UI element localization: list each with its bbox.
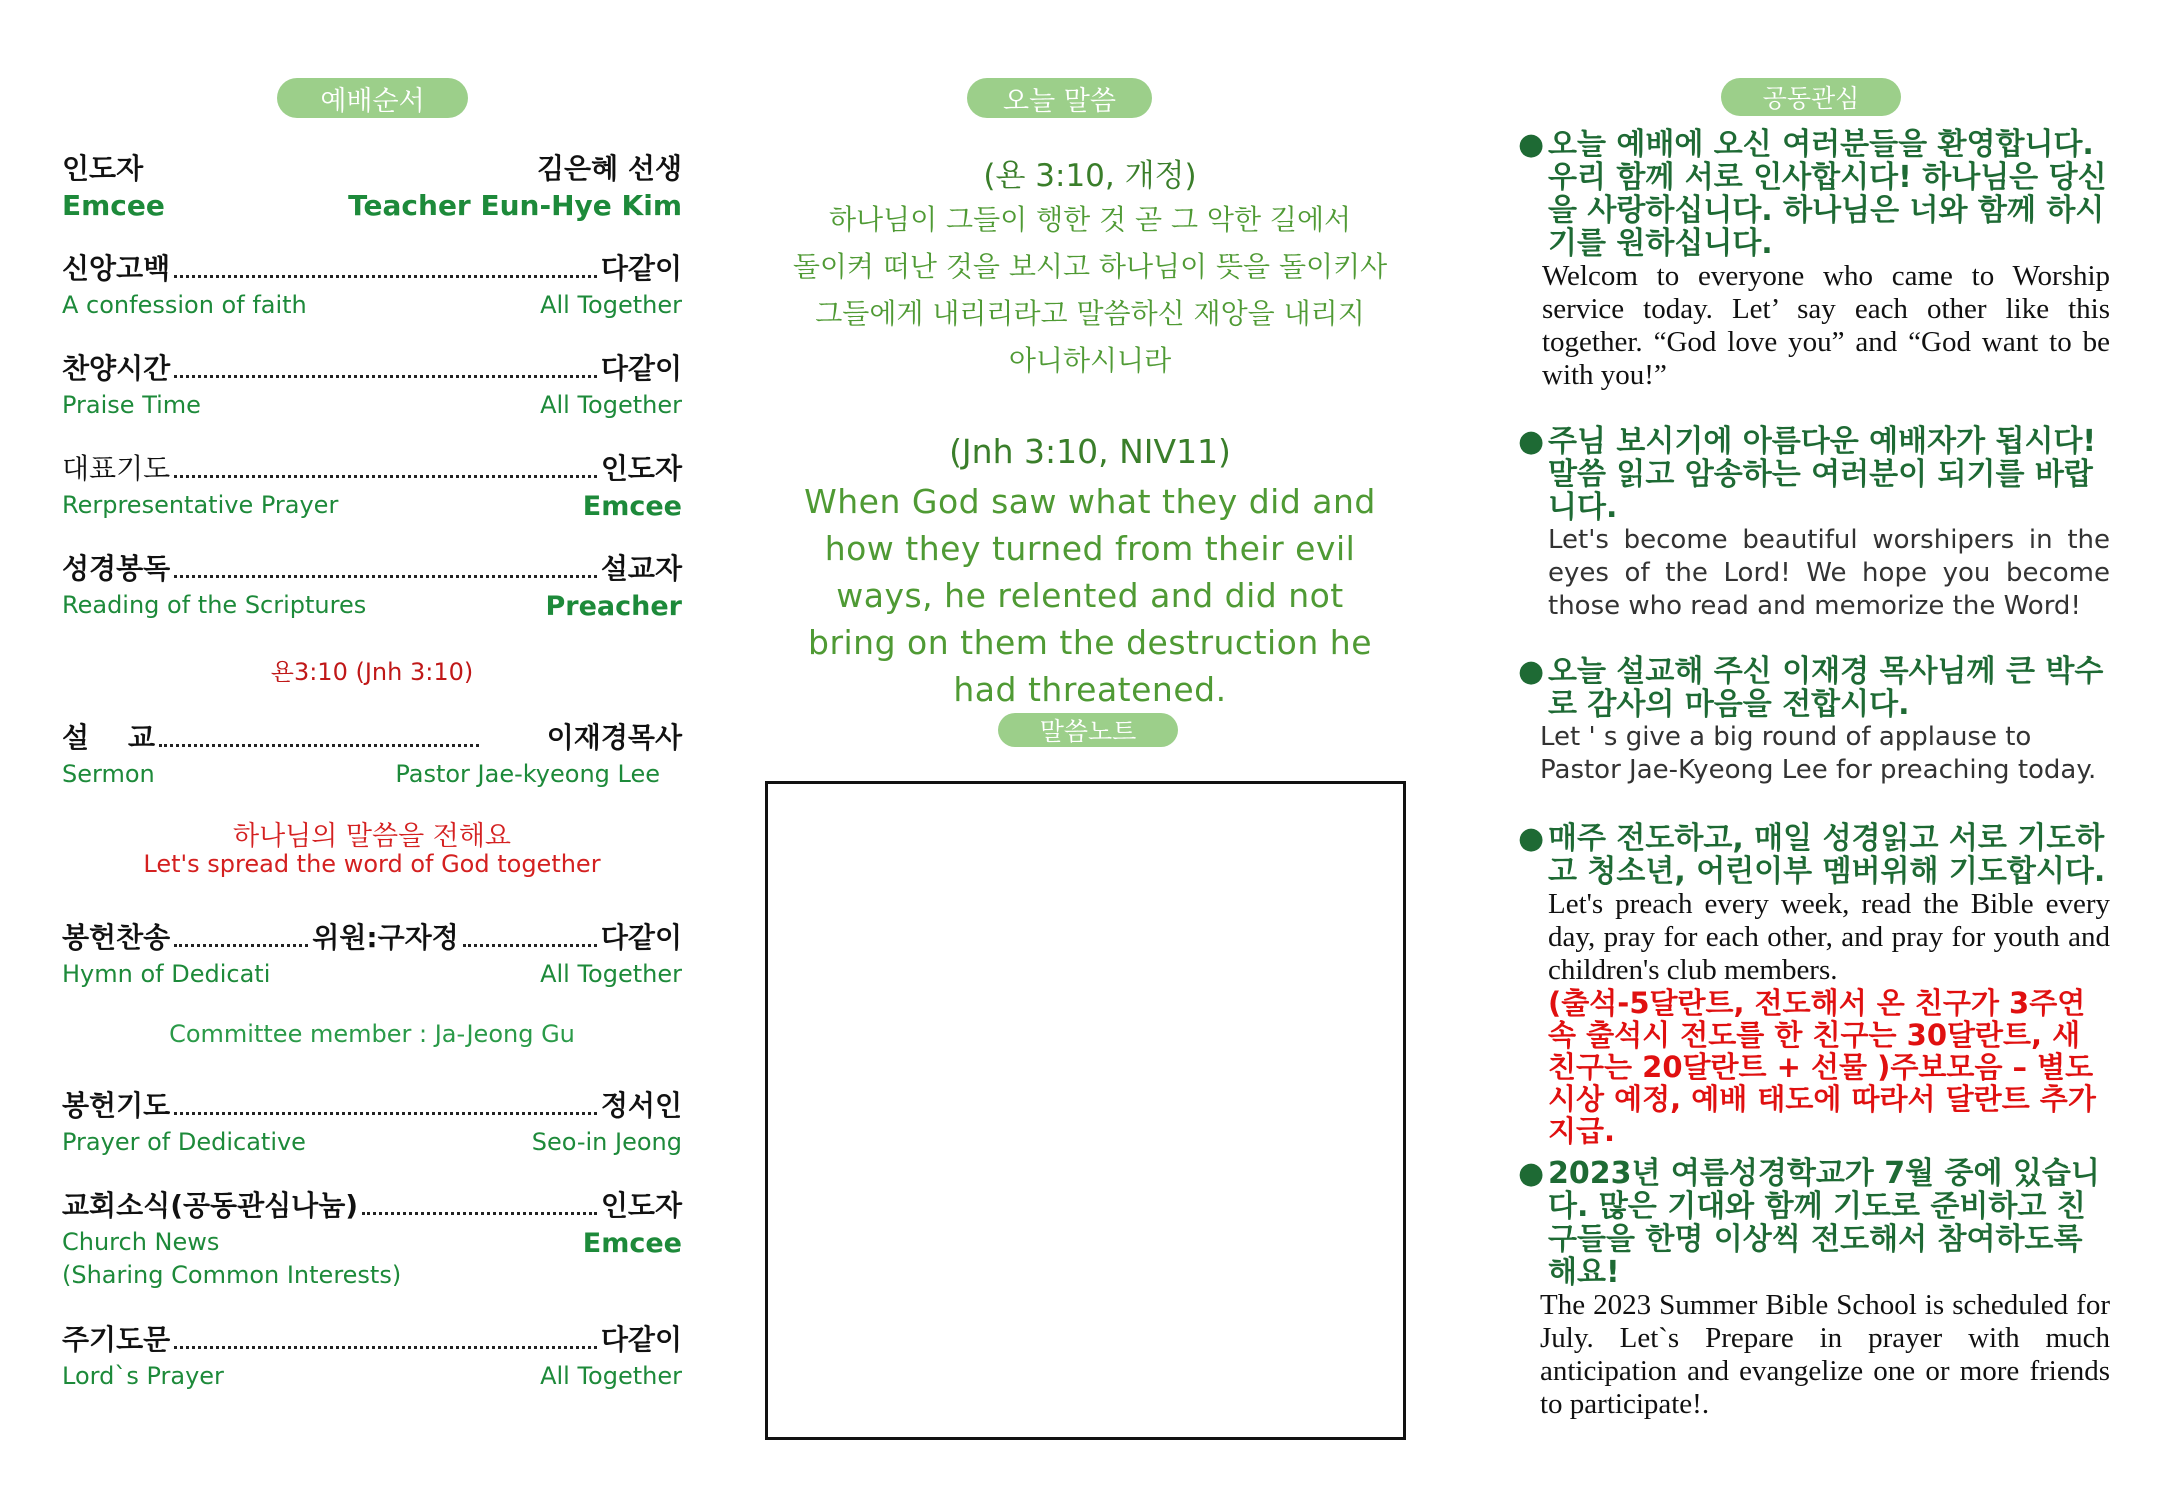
ko-verse-line: 돌이켜 떠난 것을 보시고 하나님이 뜻을 돌이키사 xyxy=(792,250,1388,283)
ko-verse-line: 하나님이 그들이 행한 것 곧 그 악한 길에서 xyxy=(828,203,1352,236)
program-item-reading xyxy=(62,547,682,622)
item-en-left: Lord`s Prayer xyxy=(62,1362,224,1390)
item-ko-right: 다같이 xyxy=(600,921,682,954)
item-ko-left: 성경봉독 xyxy=(62,552,171,585)
spread-word-en: Let's spread the word of God together xyxy=(143,850,601,878)
committee-ko: 위원:구자정 xyxy=(312,921,459,954)
notice-ko: ● 매주 전도하고, 매일 성경읽고 서로 기도하고 청소년, 어린이부 멤버위해 기도합시다. xyxy=(1518,821,2106,889)
item-en-left: Hymn of Dedicati xyxy=(62,960,271,988)
notice-en: Let's preach every week, read the Bible every day, pray for each other, and pray for youth and children's club members. xyxy=(1548,888,2110,986)
item-en-right: Emcee xyxy=(582,1228,682,1259)
item-en-left: Sermon xyxy=(62,760,155,788)
item-en-right: Emcee xyxy=(582,491,682,522)
program-item-offering-prayer xyxy=(62,1084,682,1156)
item-ko-left: 주기도문 xyxy=(62,1323,171,1356)
leader-name: 김은혜 선생 xyxy=(537,152,682,185)
notice-ko: ● 오늘 설교해 주신 이재경 목사님께 큰 박수로 감사의 마음을 전합시다. xyxy=(1518,654,2104,722)
item-ko-right: 인도자 xyxy=(600,452,682,485)
bullet-icon: ● xyxy=(1518,127,1545,162)
item-en-left: Church News xyxy=(62,1228,220,1256)
item-en-left: A confession of faith xyxy=(62,291,307,319)
item-ko-right: 인도자 xyxy=(600,1189,682,1222)
program-item-lords-prayer xyxy=(62,1318,682,1390)
item-ko-right: 다같이 xyxy=(600,1323,682,1356)
item-ko-left: 봉헌찬송 xyxy=(62,921,171,954)
notice-en: The 2023 Summer Bible School is scheduled for July. Let`s Prepare in prayer with much anticipation and evangelize one or more friends to participate!. xyxy=(1540,1289,2110,1420)
program-item-prayer xyxy=(62,447,682,522)
item-ko-right: 다같이 xyxy=(600,252,682,285)
spread-word-ko: 하나님의 말씀을 전해요 xyxy=(233,821,511,852)
ko-verse-reference: (욘 3:10, 개정) xyxy=(983,158,1197,194)
notice-en: Welcom to everyone who came to Worship service today. Let’ say each other like this together. “God love you” and “God want to be with you!” xyxy=(1542,260,2110,391)
notice-ko: ● 주님 보시기에 아름다운 예배자가 됩시다! 말씀 읽고 암송하는 여러분이 되기를 바랍니다. xyxy=(1518,424,2097,525)
ko-verse-line: 그들에게 내리리라고 말씀하신 재앙을 내리지 xyxy=(815,297,1365,330)
notice-en: Let ' s give a big round of applause to Pastor Jae-Kyeong Lee for preaching today. xyxy=(1540,722,2097,785)
order-of-worship-header: 예배순서 xyxy=(277,78,468,118)
item-en-left: Reading of the Scriptures xyxy=(62,591,367,619)
en-verse-line: When God saw what they did and xyxy=(804,482,1376,521)
notice-summer-bible-school xyxy=(1518,1157,2110,1421)
item-en-right: All Together xyxy=(540,1362,682,1390)
item-en-left: Praise Time xyxy=(62,391,201,419)
bullet-icon: ● xyxy=(1518,424,1545,459)
en-verse-text xyxy=(770,478,1410,713)
program-item-praise xyxy=(62,347,682,419)
en-verse-reference: (Jnh 3:10, NIV11) xyxy=(949,432,1231,471)
notice-ko: ● 2023년 여름성경학교가 7월 중에 있습니다. 많은 기대와 함께 기도로 준비하고 친구들을 한명 이상씩 전도해서 참여하도록 해요! xyxy=(1518,1156,2100,1290)
bullet-icon: ● xyxy=(1518,654,1545,689)
en-verse-line: ways, he relented and did not xyxy=(836,576,1344,615)
en-verse-line: had threatened. xyxy=(953,670,1227,709)
committee-member: Committee member : Ja-Jeong Gu xyxy=(169,1020,575,1048)
item-ko-right: 이재경목사 xyxy=(546,721,682,754)
item-ko-right: 정서인 xyxy=(600,1089,682,1122)
leader-label: 인도자 xyxy=(62,152,144,185)
program-item-confession xyxy=(62,247,682,319)
item-ko-left: 대표기도 xyxy=(62,452,171,485)
en-verse-line: how they turned from their evil xyxy=(824,529,1356,568)
sermon-notes-box[interactable] xyxy=(765,781,1406,1440)
item-ko-left: 봉헌기도 xyxy=(62,1089,171,1122)
notice-ko: ● 오늘 예배에 오신 여러분들을 환영합니다. 우리 함께 서로 인사합시다! 하나님은 당신을 사랑하십니다. 하나님은 너와 함께 하시기를 원하십니다. xyxy=(1518,127,2107,261)
item-en-left-2: (Sharing Common Interests) xyxy=(62,1261,402,1289)
item-ko-right: 다같이 xyxy=(600,352,682,385)
leader-label-en: Emcee xyxy=(62,189,165,222)
item-en-right: Seo-in Jeong xyxy=(531,1128,682,1156)
scripture-reference: 욘3:10 (Jnh 3:10) xyxy=(270,658,474,686)
item-en-left: Prayer of Dedicative xyxy=(62,1128,306,1156)
todays-word-header: 오늘 말씀 xyxy=(967,78,1152,118)
sermon-notes-header: 말씀노트 xyxy=(998,713,1178,747)
leader-row xyxy=(62,147,682,222)
common-interests-header: 공동관심 xyxy=(1721,78,1901,116)
program-item-sermon xyxy=(62,716,682,788)
item-en-right: Pastor Jae-kyeong Lee xyxy=(395,760,660,788)
bullet-icon: ● xyxy=(1518,1156,1545,1191)
item-en-right: All Together xyxy=(540,391,682,419)
notice-welcome xyxy=(1518,128,2110,392)
program-item-church-news xyxy=(62,1184,682,1289)
notice-worshippers xyxy=(1518,425,2110,623)
notice-evangelize xyxy=(1518,822,2110,1147)
item-ko-left: 교회소식(공동관심나눔) xyxy=(62,1189,359,1222)
item-en-right: Preacher xyxy=(545,591,682,622)
bullet-icon: ● xyxy=(1518,821,1545,856)
program-item-hymn xyxy=(62,916,682,988)
item-ko-left: 찬양시간 xyxy=(62,352,171,385)
item-en-right: All Together xyxy=(540,291,682,319)
ko-verse-text xyxy=(770,196,1410,384)
notice-en: Let's become beautiful worshipers in the eyes of the Lord! We hope you become those who read and memorize the Word! xyxy=(1548,525,2110,621)
leader-name-en: Teacher Eun-Hye Kim xyxy=(348,189,682,222)
en-verse-line: bring on them the destruction he xyxy=(808,623,1372,662)
item-en-right: All Together xyxy=(540,960,682,988)
item-ko-right: 설교자 xyxy=(600,552,682,585)
notice-talent-rules: (출석-5달란트, 전도해서 온 친구가 3주연속 출석시 전도를 한 친구는 30달란트, 새 친구는 20달란트 + 선물 )주보모음 – 별도 시상 예정, 예배 태도에 따라서 달란트 추가 지급. xyxy=(1548,986,2096,1148)
ko-verse-line: 아니하시니라 xyxy=(1008,344,1172,377)
item-ko-left: 설 교 xyxy=(62,721,156,754)
item-ko-left: 신앙고백 xyxy=(62,252,171,285)
item-en-left: Rerpresentative Prayer xyxy=(62,491,339,519)
notice-applause xyxy=(1518,655,2110,787)
